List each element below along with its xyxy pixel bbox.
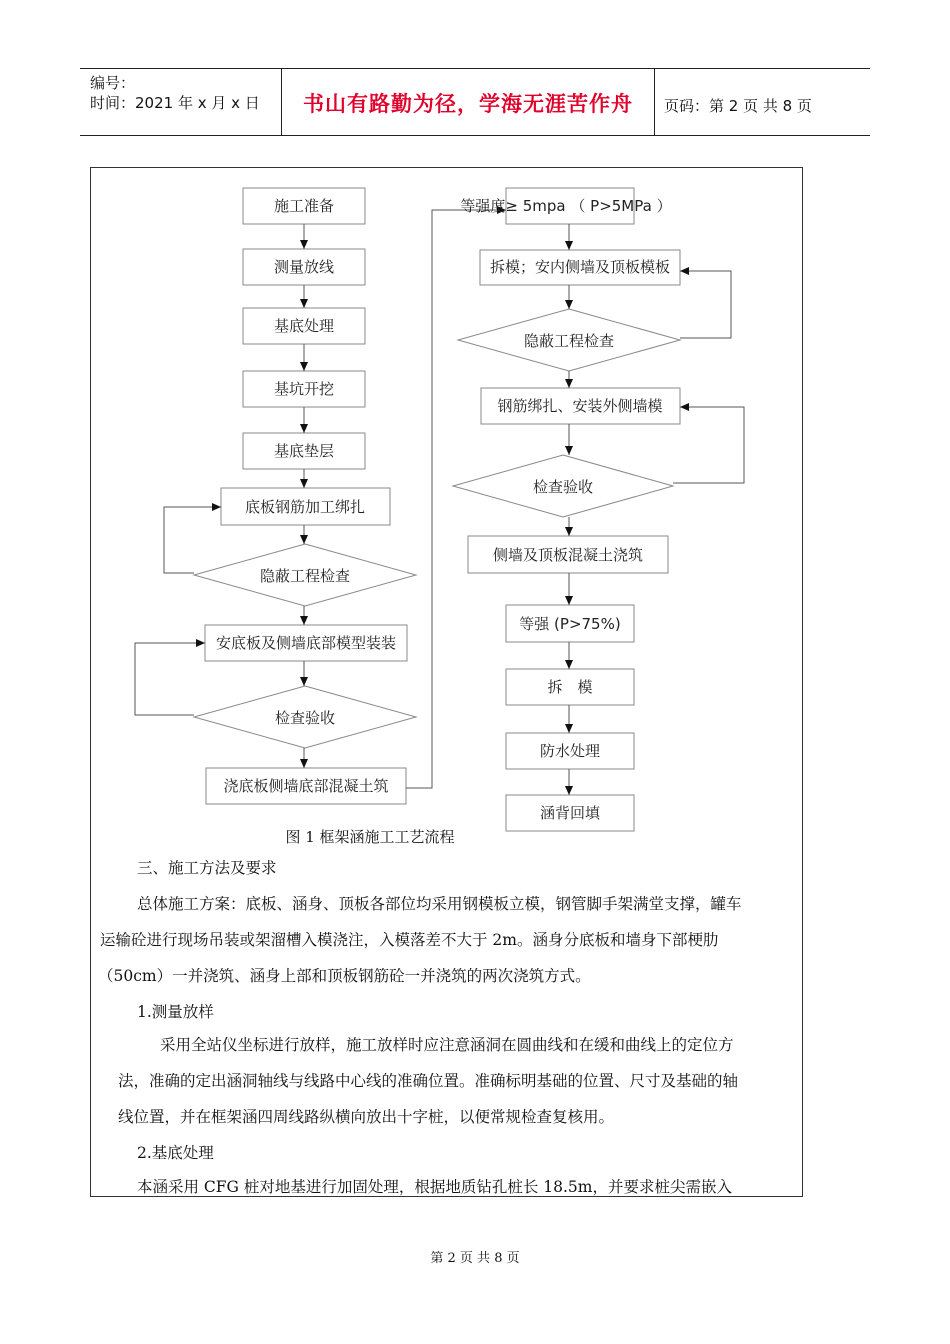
flow-label: 施工准备 <box>273 197 335 215</box>
flow-loop-arrow <box>164 507 221 573</box>
item-title: 1.测量放样 <box>137 1003 214 1021</box>
header-page-number: 页码：第 2 页 共 8 页 <box>664 97 812 115</box>
figure-caption: 图 1 框架涵施工工艺流程 <box>285 828 455 846</box>
section-title: 三、施工方法及要求 <box>137 859 277 877</box>
item-line: 采用全站仪坐标进行放样，施工放样时应注意涵洞在圆曲线和在缓和曲线上的定位方 <box>160 1036 734 1054</box>
overview-line: （50cm）一并浇筑、涵身上部和顶板钢筋砼一并浇筑的两次浇筑方式。 <box>98 967 591 985</box>
flow-label: 检查验收 <box>532 478 594 496</box>
overview-line: 运输砼进行现场吊装或架溜槽入模浇注，入模落差不大于 2m。涵身分底板和墙身下部梗肋 <box>100 931 719 949</box>
flow-label: 测量放线 <box>273 258 335 276</box>
flow-label: 基底垫层 <box>273 442 335 460</box>
flow-label: 隐蔽工程检查 <box>259 567 351 585</box>
flow-label: 涵背回填 <box>539 804 601 822</box>
flow-label: 基底处理 <box>273 317 335 335</box>
document-date: 时间：2021 年 x 月 x 日 <box>90 94 260 112</box>
flow-label: 拆模；安内侧墙及顶板模板 <box>489 258 671 276</box>
flow-label: 等强度≥ 5mpa （ P>5MPa ） <box>460 197 672 215</box>
flow-loop-arrow <box>673 407 744 483</box>
flow-loop-arrow <box>135 643 205 715</box>
flow-label: 检查验收 <box>274 709 336 727</box>
flow-label: 侧墙及顶板混凝土浇筑 <box>492 546 644 564</box>
flow-label: 安底板及侧墙底部模型装装 <box>215 634 397 652</box>
flow-label: 防水处理 <box>539 742 601 760</box>
header-motto: 书山有路勤为径，学海无涯苦作舟 <box>303 92 633 116</box>
item-line: 法，准确的定出涵洞轴线与线路中心线的准确位置。准确标明基础的位置、尺寸及基础的轴 <box>118 1072 739 1090</box>
flow-label: 基坑开挖 <box>273 380 335 398</box>
overview-line: 总体施工方案：底板、涵身、顶板各部位均采用钢模板立模，钢管脚手架满堂支撑，罐车 <box>137 895 742 913</box>
flow-label: 等强 (P>75%) <box>519 615 621 633</box>
flow-label: 浇底板侧墙底部混凝土筑 <box>223 777 389 795</box>
flow-label: 隐蔽工程检查 <box>523 332 615 350</box>
document-number-label: 编号： <box>90 74 136 92</box>
item-line: 线位置，并在框架涵四周线路纵横向放出十字桩，以便常规检查复核用。 <box>118 1108 615 1126</box>
flow-link-arrow <box>406 210 506 788</box>
flow-label: 底板钢筋加工绑扎 <box>244 498 366 516</box>
flow-loop-arrow <box>680 271 731 338</box>
flow-label: 钢筋绑扎、安装外侧墙模 <box>497 397 663 415</box>
page-footer: 第 2 页 共 8 页 <box>430 1251 520 1266</box>
item-title: 2.基底处理 <box>137 1144 214 1162</box>
flow-label: 拆 模 <box>547 678 593 696</box>
item-line: 本涵采用 CFG 桩对地基进行加固处理，根据地质钻孔桩长 18.5m，并要求桩尖需嵌入 <box>137 1178 732 1196</box>
